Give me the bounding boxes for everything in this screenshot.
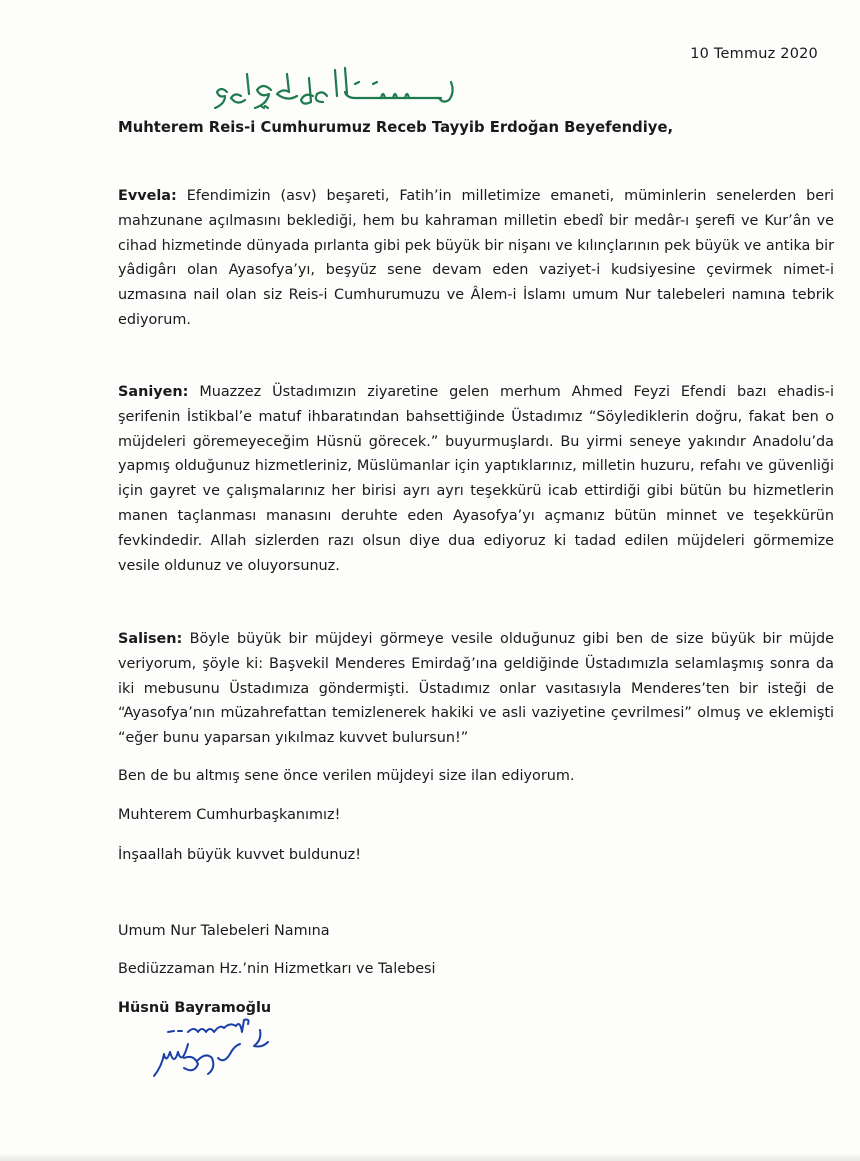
page-bottom-edge — [0, 1153, 860, 1161]
sign-off-line: Umum Nur Talebeleri Namına — [118, 923, 330, 939]
paragraph-label: Saniyen: — [118, 384, 189, 400]
salutation: Muhterem Reis-i Cumhurumuz Receb Tayyib Erdoğan Beyefendiye, — [118, 119, 674, 136]
paragraph-text: Efendimizin (asv) beşareti, Fatih’in milletimize emaneti, müminlerin senelerden beri mahzunane açılmasını beklediği, hem bu kahraman milletin ebedî bir medâr-ı şerefi ve Kur’ân ve cihad hizmetinde dünyada pırlanta gibi pek büyük bir nişanı ve kılınçlarının pek büyük ve antika bir yâdigârı olan Ayasofya’yı, beşyüz sene devam eden vaziyet-i kudsiyesine çevirmek nimet-i uzmasına nail olan siz Reis-i Cumhurumuzu ve Âlem-i İslamı umum Nur talebeleri namına tebrik ediyorum. — [118, 188, 835, 328]
letter-date: 10 Temmuz 2020 — [690, 46, 818, 62]
paragraph-text: Böyle büyük bir müjdeyi görmeye vesile olduğunuz gibi ben de size büyük bir müjde veriyorum, şöyle ki: Başvekil Menderes Emirdağ’ına geldiğinde Üstadımızla selamlaşmış sonra da iki mebusunu Üstadımıza göndermişti. Üstadımız onlar vasıtasıyla Menderes’ten bir isteği de “Ayasofya’nın müzahrefattan temizlenerek hakiki ve asli vaziyetine çevrilmesi” olmuş ve eklemişti “eğer bunu yaparsan yıkılmaz kuvvet bulursun!” — [118, 631, 835, 747]
paragraph-label: Salisen: — [118, 631, 183, 647]
sign-off-line: Bediüzzaman Hz.’nin Hizmetkarı ve Talebesi — [118, 961, 436, 977]
signatory-name: Hüsnü Bayramoğlu — [118, 1000, 272, 1016]
basmala-handwriting — [205, 60, 465, 116]
paragraph-salisen — [118, 627, 834, 751]
paragraph-label: Evvela: — [118, 188, 177, 204]
paragraph-evvela — [118, 184, 834, 333]
paragraph-text: Muazzez Üstadımızın ziyaretine gelen merhum Ahmed Feyzi Efendi bazı ehadis-i şerifenin İstikbal’e matuf ihbaratından bahsettiğinde Üstadımız “Söylediklerin doğru, fakat ben o müjdeleri göremeyeceğim Hüsnü görecek.” buyurmuşlardı. Bu yirmi seneye yakındır Anadolu’da yapmış olduğunuz hizmetleriniz, Müslümanlar için yaptıklarınız, milletin huzuru, refahı ve güvenliği için gayret ve çalışmalarınız her birisi ayrı ayrı teşekkürü icab ettirdiği gibi bütün bu hizmetlerin manen taçlanması manasını deruhte eden Ayasofya’yı açmanız bütün minnet ve teşekkürün fevkindedir. Allah sizlerden razı olsun diye dua ediyoruz ki tadad edilen müjdeleri görmemize vesile oldunuz ve oluyorsunuz. — [118, 384, 834, 574]
closing-line: Muhterem Cumhurbaşkanımız! — [118, 807, 341, 823]
handwritten-signature — [148, 1018, 288, 1082]
closing-line: Ben de bu altmış sene önce verilen müjdeyi size ilan ediyorum. — [118, 768, 575, 784]
paragraph-saniyen — [118, 380, 834, 578]
closing-line: İnşaallah büyük kuvvet buldunuz! — [118, 847, 361, 863]
